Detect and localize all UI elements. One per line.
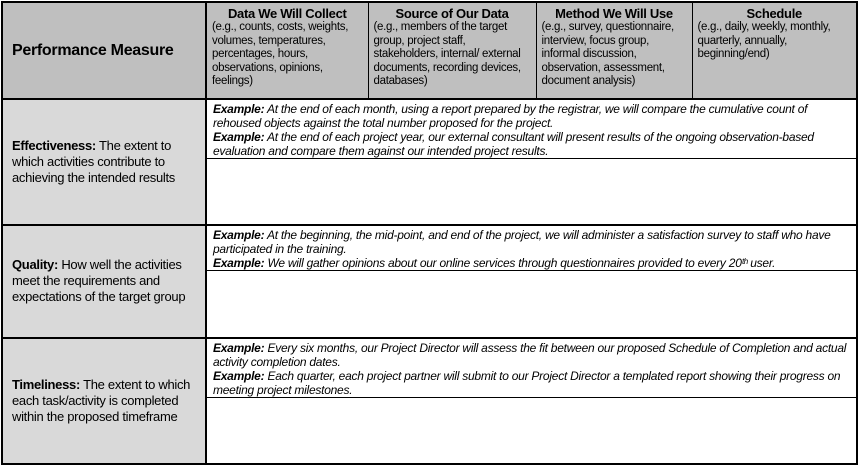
column-title: Data We Will Collect <box>227 6 347 21</box>
column-hint: (e.g., members of the target group, project staff, stakeholders, internal/ external documents, recording devices, databases) <box>373 21 521 87</box>
blank-entry-cell <box>206 270 857 338</box>
example-line <box>213 256 852 270</box>
measure-cell-quality <box>2 225 206 339</box>
row-effectiveness-examples <box>2 99 857 159</box>
example-text: Each quarter, each project partner will submit to our Project Director a templated report showing their progress on meeting project milestones. <box>213 369 841 397</box>
example-text: At the end of each project year, our external consultant will present results of the ongoing observation-based evaluation and compare them against our intended project results. <box>213 130 814 158</box>
examples-cell-quality <box>206 225 857 271</box>
row-timeliness-examples <box>2 338 857 398</box>
measure-definition: How well the activities meet the requirements and expectations of the target group <box>12 257 186 305</box>
performance-measure-title: Performance Measure <box>12 41 174 59</box>
column-header-method-we-will-use <box>536 2 692 99</box>
example-line <box>213 130 852 158</box>
measure-cell-timeliness <box>2 338 206 464</box>
column-header-data-we-will-collect <box>206 2 368 99</box>
measure-text <box>12 377 195 425</box>
example-text: We will gather opinions about our online services through questionnaires provided to every 20ᵗʰ user. <box>267 255 776 270</box>
column-header-schedule <box>692 2 857 99</box>
column-hint: (e.g., daily, weekly, monthly, quarterly, annually, beginning/end) <box>697 21 831 60</box>
example-line <box>213 228 852 256</box>
measure-text <box>12 257 195 305</box>
column-hint: (e.g., counts, costs, weights, volumes, temperatures, percentages, hours, observations, opinions, feelings) <box>212 21 349 87</box>
example-line <box>213 369 852 397</box>
example-line <box>213 341 852 369</box>
measure-definition: The extent to which activities contribute to achieving the intended results <box>12 137 176 185</box>
example-label: Example: <box>213 341 265 355</box>
example-text: At the beginning, the mid-point, and end of the project, we will administer a satisfaction survey to staff who have participated in the training. <box>213 227 831 256</box>
measure-definition: The extent to which each task/activity is completed within the proposed timeframe <box>12 376 191 424</box>
row-quality-examples <box>2 225 857 271</box>
example-line <box>213 102 852 130</box>
column-header-source-of-our-data <box>368 2 536 99</box>
example-text: Every six months, our Project Director will assess the fit between our proposed Schedule of Completion and actual activity completion dates. <box>213 341 847 369</box>
examples-cell-effectiveness <box>206 99 857 159</box>
measure-text <box>12 138 195 186</box>
example-label: Example: <box>213 227 265 242</box>
blank-entry-cell <box>206 398 857 464</box>
example-label: Example: <box>213 369 265 383</box>
header-row <box>2 2 857 99</box>
example-label: Example: <box>213 102 265 116</box>
measure-term: Timeliness: <box>12 376 80 392</box>
measure-cell-effectiveness <box>2 99 206 225</box>
example-label: Example: <box>213 130 265 144</box>
column-title: Schedule <box>746 6 802 21</box>
measure-term: Effectiveness: <box>12 137 96 153</box>
column-title: Source of Our Data <box>395 6 509 21</box>
performance-measure-header-cell <box>2 2 206 99</box>
measure-term: Quality: <box>12 257 58 273</box>
column-title: Method We Will Use <box>555 6 673 21</box>
column-hint: (e.g., survey, questionnaire, interview, focus group, informal discussion, observation, assessment, document analysis) <box>541 21 674 87</box>
blank-entry-cell <box>206 159 857 225</box>
performance-measure-table <box>1 1 858 465</box>
examples-cell-timeliness <box>206 338 857 398</box>
example-label: Example: <box>213 255 265 270</box>
example-text: At the end of each month, using a report prepared by the registrar, we will compare the cumulative count of rehoused objects against the total number proposed for the project. <box>213 102 808 130</box>
